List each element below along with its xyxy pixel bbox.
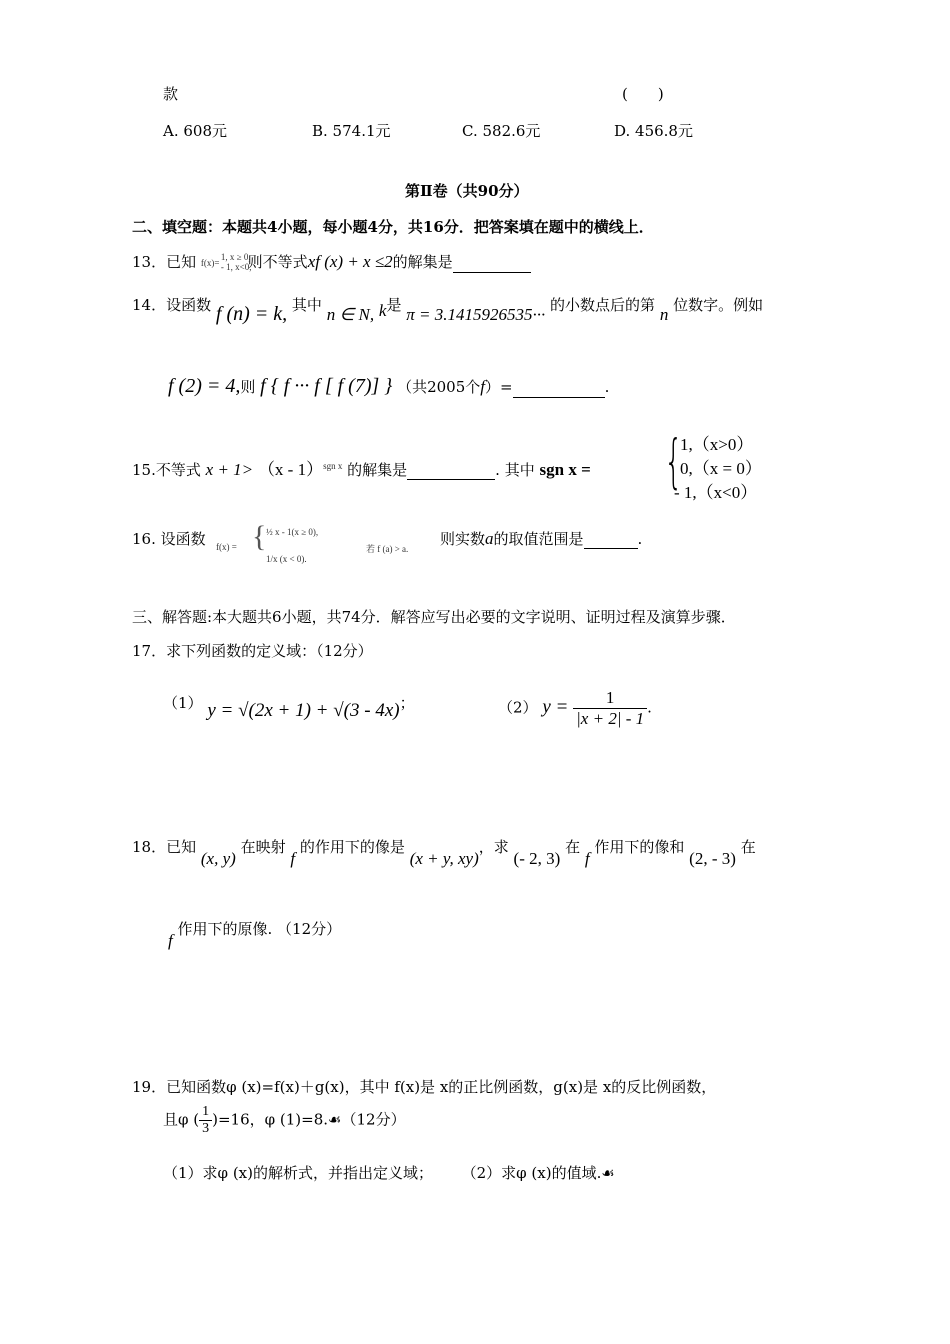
q17-part1: （1） y = √(2x + 1) + √(3 - 4x)； <box>163 694 415 721</box>
option-a: A. 608元 <box>163 122 227 140</box>
question-17: 17．求下列函数的定义域：（12分） <box>132 642 373 660</box>
question-13: 13．已知 f(x)= 1, x ≥ 0, - 1, x<0, 则不等式xf (x) + x ≤2的解集是 <box>132 251 531 273</box>
question-14-line2: f (2) = 4,则 f { f ··· f [ f (7)] } （共2005个f）= . <box>168 375 610 397</box>
question-19-line3: （1）求φ (x)的解析式，并指出定义域； （2）求φ (x)的值域.☙ <box>163 1164 615 1182</box>
answer-paren: ( ) <box>622 85 664 103</box>
option-c: C. 582.6元 <box>462 122 541 140</box>
mark-icon: ☙ <box>328 1110 342 1129</box>
question-continuation: 款 <box>163 85 179 103</box>
answer-blank <box>584 532 638 549</box>
sgn-brace: { <box>664 427 683 495</box>
question-18: 18．已知 (x, y) 在映射 f 的作用下的像是 (x + y, xy)，求 (- 2, 3) 在 f 作用下的像和 (2, - 3) 在 <box>132 838 756 868</box>
option-b: B. 574.1元 <box>312 122 391 140</box>
answer-blank <box>407 463 495 480</box>
q16-piecewise: f(x) = { ½ x - 1(x ≥ 0), 1/x (x < 0). 若 f (a) > a. <box>216 520 409 564</box>
question-16-tail: 则实数a的取值范围是 . <box>440 529 643 548</box>
question-19-line2: 且φ ( $\frac{1}{3}$ )=16，φ (1)=8.☙（12分） <box>163 1104 406 1136</box>
section-title: 第Ⅱ卷（共90分） <box>405 182 529 200</box>
section-heading-solve: 三、解答题:本大题共6小题，共74分．解答应写出必要的文字说明、证明过程及演算步骤． <box>132 608 736 626</box>
question-14: 14．设函数 f (n) = k, 其中 n ∈ N, k是 π = 3.1415926535··· 的小数点后的第 n 位数字。例如 <box>132 296 764 325</box>
section-heading-fill: 二、填空题：本题共4小题，每小题4分，共16分．把答案填在题中的横线上． <box>132 218 654 236</box>
question-19: 19．已知函数φ (x)=f(x)＋g(x)，其中 f(x)是 x的正比例函数，g(x)是 x的反比例函数， <box>132 1078 717 1096</box>
mark-icon: ☙ <box>601 1164 615 1182</box>
sgn-case-2: 0,（x = 0） <box>680 459 762 478</box>
q17-part2: （2） y = $\frac{1}{|x + 2| - 1}$ . <box>498 688 652 728</box>
question-18-line2: f 作用下的原像. （12分） <box>168 920 342 950</box>
answer-blank <box>513 381 605 398</box>
answer-blank <box>453 256 531 273</box>
question-15: 15.不等式 x + 1> （x - 1）$^{sgn x}$ 的解集是 . 其中 sgn x = <box>132 460 591 479</box>
option-d: D. 456.8元 <box>614 122 693 140</box>
sgn-case-1: 1,（x>0） <box>680 435 754 454</box>
sgn-case-3: - 1,（x<0） <box>674 483 758 502</box>
question-16: 16. 设函数 <box>132 530 206 548</box>
